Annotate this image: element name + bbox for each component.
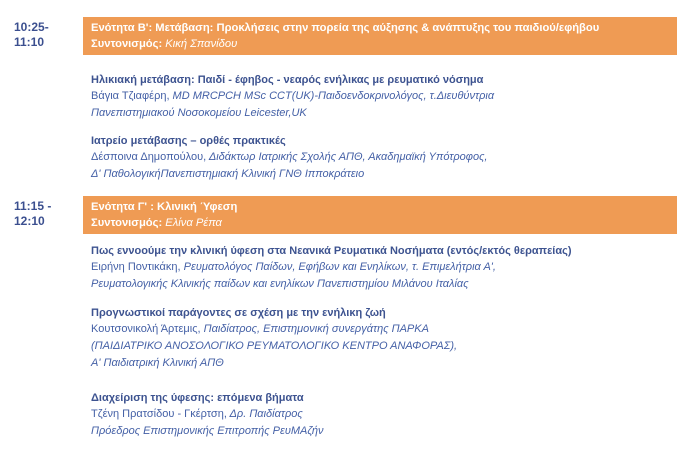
speaker-role: (ΠΑΙΔΙΑΤΡΙΚΟ ΑΝΟΣΟΛΟΓΙΚΟ ΡΕΥΜΑΤΟΛΟΓΙΚΟ ΚΕΝΤΡΟ ΑΝΑΦΟΡΑΣ), [91, 340, 458, 352]
session-c-banner [83, 196, 677, 234]
speaker-role: Διδάκτωρ Ιατρικής Σχολής ΑΠΘ, Ακαδημαϊκή Υπότροφος, [206, 151, 488, 163]
session-title: Ενότητα Β': Μετάβαση: Προκλήσεις στην πορεία της αύξησης & ανάπτυξης του παιδιού/εφήβου [91, 22, 600, 34]
session-b-banner [83, 17, 677, 55]
speaker-role: Παιδίατρος, Επιστημονική συνεργάτης ΠΑΡΚΑ [200, 323, 429, 335]
speaker-name: Τζένη Πρατσίδου - Γκέρτση, [91, 408, 227, 420]
speaker-name: Ειρήνη Ποντικάκη, [91, 261, 181, 273]
speaker-role: Πανεπιστημιακού Νοσοκομείου Leicester,UK [91, 107, 307, 119]
time-start: 10:25- [14, 20, 49, 34]
speaker-role: Δρ. Παιδίατρος [226, 408, 303, 420]
speaker-role: Πρόεδρος Επιστημονικής Επιτροπής ΡευΜΑζήν [91, 425, 324, 437]
speaker-line [91, 276, 681, 293]
speaker-name: Βάγια Τζιαφέρη, [91, 90, 170, 102]
talk-item [91, 390, 681, 440]
speaker-role: Ρευματολογικής Κλινικής παίδων και ενηλίκων Πανεπιστημίου Μιλάνου Ιταλίας [91, 278, 469, 290]
speaker-line [91, 105, 681, 122]
coordinator [91, 215, 669, 231]
speaker-name: Κουτσονικολή Άρτεμις, [91, 323, 201, 335]
talk-title: Προγνωστικοί παράγοντες σε σχέση με την ενήλικη ζωή [91, 307, 386, 319]
speaker-line [91, 321, 681, 338]
talk-item [91, 243, 681, 293]
speaker-line [91, 88, 681, 105]
speaker-line [91, 423, 681, 440]
talk-item [91, 305, 681, 372]
time-end: 11:10 [14, 35, 45, 49]
speaker-name: Δέσποινα Δημοπούλου, [91, 151, 207, 163]
speaker-role: MD MRCPCH MSc CCT(UK)-Παιδοενδοκρινολόγος, τ.Διευθύντρια [169, 90, 495, 102]
talk-title: Διαχείριση της ύφεσης: επόμενα βήματα [91, 392, 304, 404]
speaker-line [91, 166, 681, 183]
coordinator-name: Ελίνα Ρέπα [165, 217, 222, 229]
coordinator-label: Συντονισμός: [91, 217, 163, 229]
speaker-role: Δ' ΠαθολογικήΠανεπιστημιακή Κλινική ΓΝΘ Ιπποκράτειο [91, 168, 365, 180]
speaker-role: Ρευματολόγος Παίδων, Εφήβων και Ενηλίκων, τ. Επιμελήτρια Α', [180, 261, 496, 273]
speaker-line [91, 338, 681, 355]
speaker-line [91, 406, 681, 423]
coordinator-label: Συντονισμός: [91, 38, 163, 50]
time-end: 12:10 [14, 214, 45, 228]
talk-title: Ιατρείο μετάβασης – ορθές πρακτικές [91, 135, 286, 147]
time-start: 11:15 - [14, 199, 52, 213]
talk-item [91, 72, 681, 122]
talk-title: Ηλικιακή μετάβαση: Παιδί - έφηβος - νεαρός ενήλικας με ρευματικό νόσημα [91, 74, 484, 86]
session-b-time [14, 20, 74, 50]
speaker-role: Α' Παιδιατρική Κλινική ΑΠΘ [91, 357, 224, 369]
talk-title: Πως εννοούμε την κλινική ύφεση στα Νεανικά Ρευματικά Νοσήματα (εντός/εκτός θεραπείας) [91, 245, 572, 257]
speaker-line [91, 355, 681, 372]
coordinator-name: Κική Σπανίδου [165, 38, 238, 50]
speaker-line [91, 149, 681, 166]
session-title: Ενότητα Γ' : Κλινική Ύφεση [91, 201, 238, 213]
session-c-time [14, 199, 74, 229]
coordinator [91, 36, 669, 52]
speaker-line [91, 259, 681, 276]
talk-item [91, 133, 681, 183]
